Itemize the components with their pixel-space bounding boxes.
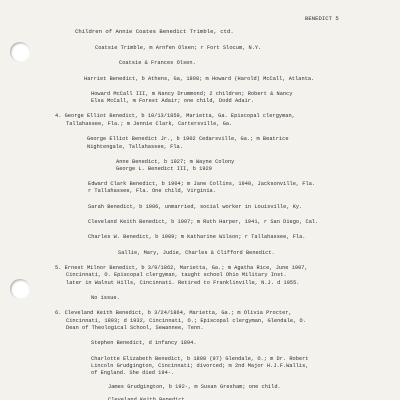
text-line: 4. George Elliot Benedict, b 10/13/1859, Marietta, Ga. Episcopal clergyman, xyxy=(55,113,295,119)
text-line: Cincinnati, O. Episcopal clergyman, taught school Ohio Military Inst. xyxy=(66,272,287,278)
text-line: Coatsie & Frances Olsen. xyxy=(119,60,196,66)
text-line: Charles W. Benedict, b 1909; m Katharine Wilson; r Tallahassee, Fla. xyxy=(88,234,306,240)
text-line: Elsa McCall, m Forest Adair; one child, Dodd Adair. xyxy=(91,98,255,104)
section-heading: Children of Annie Coates Benedict Trimble, ctd. xyxy=(75,28,234,35)
punch-hole xyxy=(10,42,30,62)
text-line: George Elliot Benedict Jr., b 1902 Cedarsville, Ga.; m Beatrice xyxy=(87,136,289,142)
text-line: 6. Cleveland Keith Benedict, b 3/24/1864, Marietta, Ga.; m Olivia Procter, xyxy=(55,310,292,316)
text-line: Cleveland Keith Benedict xyxy=(108,397,185,400)
text-line: George L. Benedict III, b 1929 xyxy=(116,166,212,172)
text-line: Harriet Benedict, b Athens, Ga, 1898; m Howard (Harold) McCall, Atlanta. xyxy=(84,76,315,82)
text-line: Edward Clark Benedict, b 1904; m Jane Collins, 1940, Jacksonville, Fla. xyxy=(88,181,316,187)
text-line: Nightengale, Tallahassee, Fla. xyxy=(87,144,183,150)
text-line: Anne Benedict, b 1927; m Wayne Colony xyxy=(116,159,235,165)
text-line: Sallie, Mary, Judie, Charles & Clifford Benedict. xyxy=(118,250,275,256)
text-line: Dean of Theological School, Sewannee, Tenn. xyxy=(66,325,204,331)
text-line: Cleveland Keith Benedict, b 1907; m Ruth Harper, 1941, r San Diego, Cal. xyxy=(88,219,319,225)
text-line: 5. Ernest Milnor Benedict, b 3/9/1862, Marietta, Ga.; m Agatha Rice, June 1907, xyxy=(55,265,308,271)
page-header-tag: BENEDICT 5 xyxy=(305,15,339,22)
text-line: Sarah Benedict, b 1906, unmarried, social worker in Louisville, Ky. xyxy=(88,204,303,210)
text-line: Howard McCall III, m Nancy Drummond; 2 children; Robert & Nancy xyxy=(91,91,293,97)
text-line: later in Walnut Hills, Cincinnati. Retired to Franklinville, N.J. d 1955. xyxy=(66,280,300,286)
text-line: No issue. xyxy=(91,295,120,301)
text-line: Stephen Benedict, d infancy 1894. xyxy=(91,340,197,346)
text-line: r Tallahassee, Fla. One child, Virginia. xyxy=(88,188,216,194)
text-line: Coatsie Trimble, m Arnfen Olsen; r Fort Slocum, N.Y. xyxy=(95,45,262,51)
text-line: Tallahassee, Fla.; m Jennie Clark, Cartersville, Ga. xyxy=(66,121,233,127)
punch-hole xyxy=(10,279,30,299)
text-line: Lincoln Grudgington, Cincinnati; divorced; m 2nd Major H.J.F.Wallis, xyxy=(91,363,309,369)
text-line: Cincinnati, 1893; d 1932, Cincinnati, O.; Episcopal clergyman, Glendale, O. xyxy=(66,318,306,324)
text-line: James Grudgington, b 192-, m Susan Gresham; one child. xyxy=(108,384,281,390)
text-line: Charlotte Elizabeth Benedict, b 1898 (97) Glendale, O.; m Dr. Robert xyxy=(91,356,309,362)
text-line: of England. She died 194-. xyxy=(91,370,175,376)
